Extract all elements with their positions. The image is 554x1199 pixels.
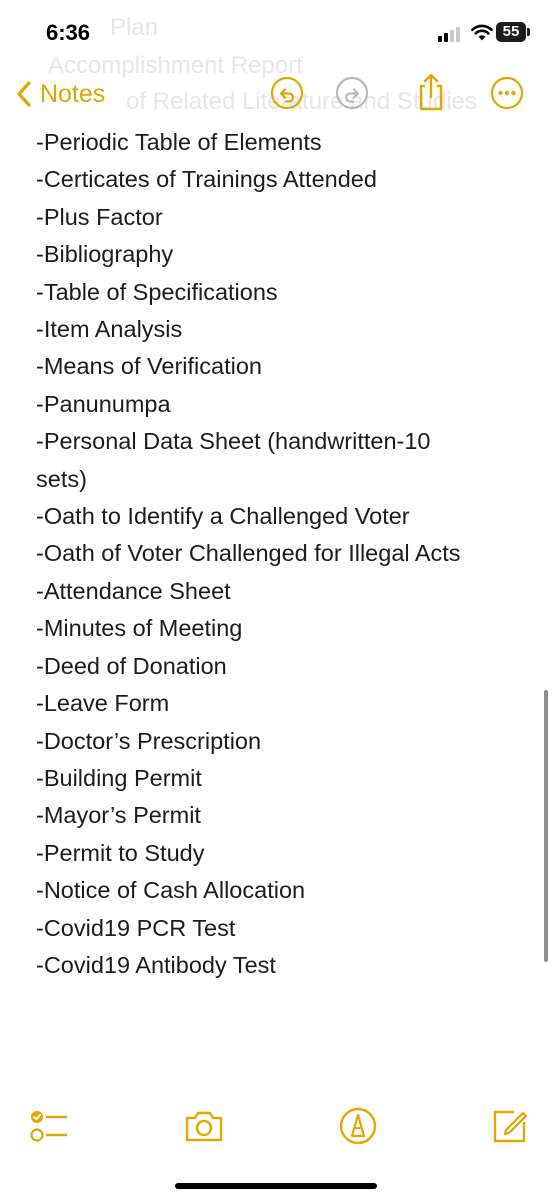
share-icon[interactable] <box>414 72 448 112</box>
back-label: Notes <box>40 79 106 108</box>
battery-icon <box>496 22 530 42</box>
note-line: -Personal Data Sheet (handwritten-10 <box>36 428 431 455</box>
note-line: -Leave Form <box>36 690 170 717</box>
scrolled-note-line: Accomplishment Report <box>48 52 303 79</box>
note-line: -Periodic Table of Elements <box>36 129 322 155</box>
note-line: sets) <box>36 465 87 492</box>
cellular-signal-icon <box>438 26 464 42</box>
battery-level: 55 <box>496 22 526 42</box>
note-line: -Notice of Cash Allocation <box>36 877 306 904</box>
note-line: -Item Analysis <box>36 316 183 343</box>
note-line: -Oath to Identify a Challenged Voter <box>36 503 410 530</box>
note-line: -Covid19 Antibody Test <box>36 951 276 978</box>
note-line: -Minutes of Meeting <box>36 615 243 642</box>
note-line: -Oath of Voter Challenged for Illegal Acts <box>36 540 461 567</box>
note-line: -Plus Factor <box>36 203 163 230</box>
note-line: -Deed of Donation <box>36 652 227 679</box>
more-icon[interactable] <box>490 76 524 110</box>
note-line: -Certicates of Trainings Attended <box>36 166 377 193</box>
scrolled-note-line: of Related Literature and Studies <box>126 88 477 115</box>
note-line: -Permit to Study <box>36 839 205 866</box>
home-indicator[interactable] <box>175 1183 377 1189</box>
back-button[interactable] <box>16 76 105 112</box>
scroll-indicator[interactable] <box>544 690 548 962</box>
bottom-toolbar <box>0 1100 554 1160</box>
status-time: 6:36 <box>46 20 91 45</box>
wifi-icon <box>470 22 494 42</box>
compose-icon[interactable] <box>490 1106 530 1146</box>
camera-icon[interactable] <box>184 1106 224 1146</box>
note-line: -Building Permit <box>36 764 202 791</box>
checklist-icon[interactable] <box>28 1106 68 1146</box>
redo-icon[interactable] <box>335 76 369 110</box>
undo-icon[interactable] <box>270 76 304 110</box>
navigation-bar <box>0 70 554 120</box>
note-line: -Bibliography <box>36 241 174 268</box>
scrolled-note-line: Plan <box>110 14 159 41</box>
note-line: -Table of Specifications <box>36 278 278 305</box>
note-line: -Mayor’s Permit <box>36 802 201 829</box>
chevron-left-icon <box>16 80 32 108</box>
markup-icon[interactable] <box>338 1106 378 1146</box>
note-line: -Means of Verification <box>36 353 262 380</box>
note-line: -Doctor’s Prescription <box>36 727 262 754</box>
note-line: -Attendance Sheet <box>36 577 231 604</box>
note-line: -Covid19 PCR Test <box>36 914 236 941</box>
note-line: -Panunumpa <box>36 390 171 417</box>
note-body[interactable] <box>36 124 516 984</box>
